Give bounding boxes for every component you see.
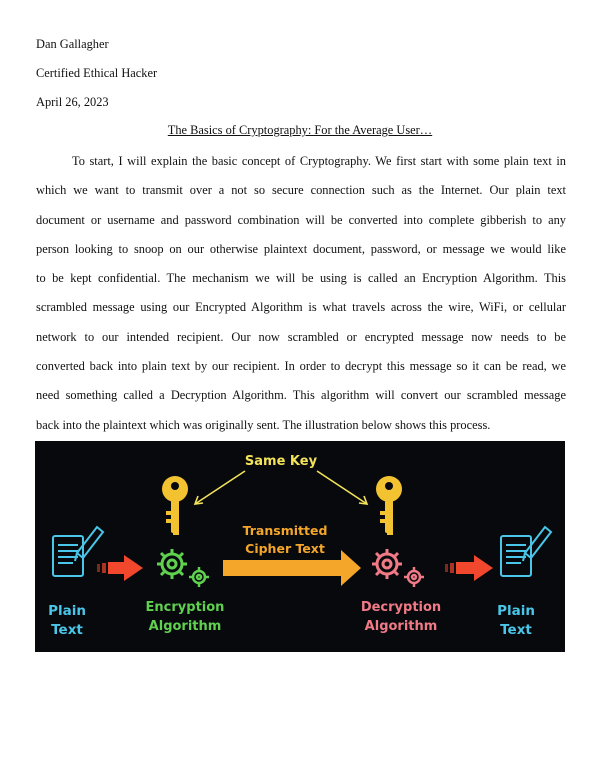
gear-icon <box>404 567 424 587</box>
intro-paragraph <box>36 147 566 440</box>
gear-icon <box>372 549 402 579</box>
same-key-label: Same Key <box>244 454 318 469</box>
pencil-icon <box>523 527 551 561</box>
gear-icon <box>157 549 187 579</box>
paragraph-line: person looking to snoop on our otherwise plaintext document, password, or message we would like <box>36 241 566 256</box>
pencil-icon <box>75 527 103 561</box>
paragraph-line: to be kept confidential. The mechanism we will be using is called an Encryption Algorithm. This <box>36 271 566 286</box>
decryption-label-line1: Decryption <box>360 600 442 615</box>
plain-text-right-line2: Text <box>500 622 532 638</box>
transmitted-label-line2: Cipher Text <box>245 541 325 556</box>
paragraph-line: converted back into plain text by our recipient. In order to decrypt this message so it can be read, we <box>36 359 566 374</box>
key-icon <box>376 476 402 535</box>
encryption-label-line1: Encryption <box>145 600 225 615</box>
plain-text-left-line2: Text <box>51 622 83 638</box>
document-title: The Basics of Cryptography: For the Average User… <box>167 123 433 137</box>
document-date: April 26, 2023 <box>36 95 109 109</box>
same-key-arrows <box>195 471 367 504</box>
author-name: Dan Gallagher <box>36 37 109 51</box>
key-icon <box>162 476 188 535</box>
paragraph-line: which we want to transmit over a not so secure connection such as the Internet. Our plain text <box>36 183 566 198</box>
cryptography-illustration <box>35 441 565 652</box>
plain-text-left-line1: Plain <box>48 603 86 619</box>
paragraph-line: back into the plaintext which was originally sent. The illustration below shows this process. <box>36 417 491 432</box>
red-arrow-icon <box>97 555 143 581</box>
paragraph-line: document or username and password combination will be converted into complete gibberish to any <box>36 212 566 227</box>
encryption-label-line2: Algorithm <box>148 619 222 634</box>
red-arrow-icon <box>445 555 493 581</box>
decryption-label-line2: Algorithm <box>364 619 438 634</box>
author-credential: Certified Ethical Hacker <box>36 66 158 80</box>
transmitted-label-line1: Transmitted <box>242 523 328 538</box>
paragraph-line: To start, I will explain the basic concept of Cryptography. We first start with some plain text in <box>72 154 566 168</box>
paragraph-line: network to our intended recipient. Our now scrambled or encrypted message now needs to be <box>36 329 566 344</box>
paragraph-line: scrambled message using our Encrypted Algorithm is what travels across the wire, WiFi, or cellular <box>36 300 566 315</box>
gear-icon <box>189 567 209 587</box>
document-icon <box>501 536 531 576</box>
paragraph-line: need something called a Decryption Algorithm. This algorithm will convert our scrambled message <box>36 388 566 403</box>
document-icon <box>53 536 83 576</box>
plain-text-right-line1: Plain <box>497 603 535 619</box>
